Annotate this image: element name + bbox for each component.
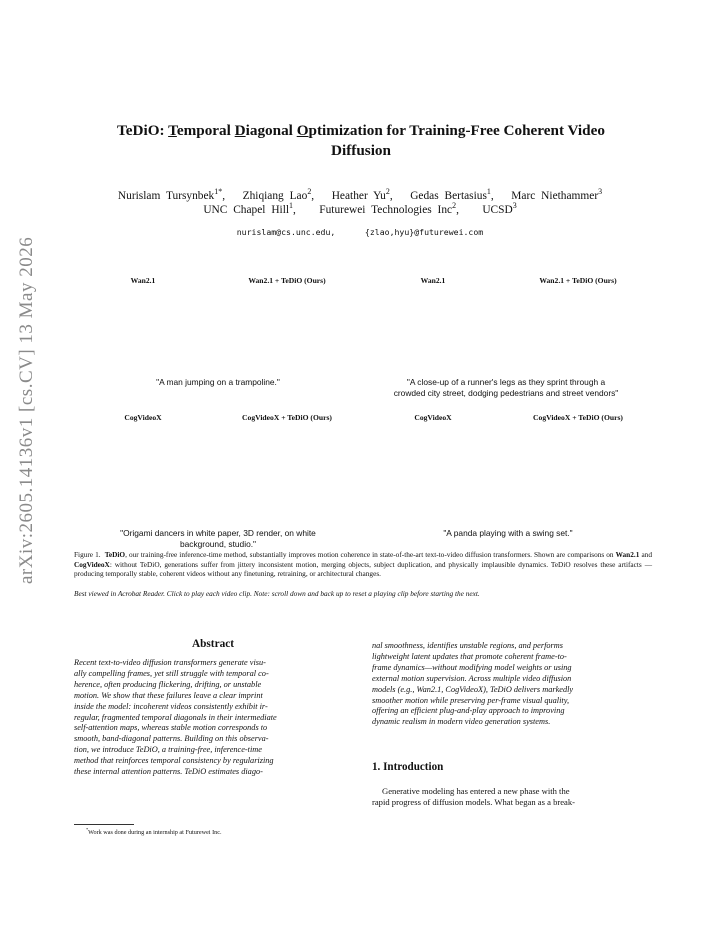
column-label-cogvideox: CogVideoX xyxy=(124,413,162,422)
column-label-wan-tedio: Wan2.1 + TeDiO (Ours) xyxy=(539,276,617,285)
video-prompt: "A close-up of a runner's legs as they sprint through a crowded city street, dodging pedestrians and street vendors" xyxy=(393,377,619,398)
video-clip[interactable] xyxy=(218,290,362,372)
video-clip[interactable] xyxy=(364,290,508,372)
paper-title: TeDiO: Temporal Diagonal Optimization for Training-Free Coherent Video Diffusion xyxy=(117,122,605,159)
figure-caption: Figure 1. TeDiO, our training-free inference-time method, substantially improves motion coherence in state-of-the-art text-to-video diffusion transformers. Shown are comparisons on Wan2.1 and CogVideoX: without TeDiO, generations suffer from jittery inconsistent motion, merging objects, subject duplication, and physically implausible dynamics. TeDiO resolves these artifacts — producing temporally stable, coherent videos without any finetuning, retraining, or architectural changes. xyxy=(74,550,652,579)
author: Nurislam Tursynbek$^{1*}$ xyxy=(117,187,223,202)
author: Heather Yu$^2$ xyxy=(331,187,390,202)
caption-note: Best viewed in Acrobat Reader. Click to play each video clip. Note: scroll down and back up to reset a playing clip before starting the next. xyxy=(74,589,480,598)
column-label-cogvideox: CogVideoX xyxy=(414,413,452,422)
video-prompt: "A man jumping on a trampoline." xyxy=(156,377,280,387)
abstract-text-right: nal smoothness, identifies unstable regions, and performs lightweight latent updates that promote coherent frame-to- frame dynamics—without modifying model weights or using external motion supervision. Across multiple video diffusion models (e.g., Wan2.1, CogVideoX), TeDiO delivers markedly smoother motion while preserving per-frame visual quality, offering an efficient plug-and-play approach to improving dynamic realism in modern video generation systems. xyxy=(372,641,574,727)
video-clip[interactable] xyxy=(508,290,652,372)
affiliation: Futurewei Technologies Inc$^2$ xyxy=(319,201,457,216)
abstract-text-left: Recent text-to-video diffusion transformers generate visu- ally compelling frames, yet still struggle with temporal co- herence, often producing flickering, drifting, or unstable motion. We show that these failures leave a clear imprint inside the model: incoherent videos consistently exhibit ir- regular, fragmented temporal diagonals in their intermediate self-attention maps, whereas stable motion corresponds to smooth, band-diagonal patterns. Building on this observa- tion, we introduce TeDiO, a training-free, inference-time method that reinforces temporal consistency by regularizing these internal attention patterns. TeDiO estimates diago- xyxy=(74,658,277,777)
column-label-wan: Wan2.1 xyxy=(130,276,156,285)
email: {zlao,hyu}@futurewei.com xyxy=(364,227,484,237)
video-clip[interactable] xyxy=(74,427,218,523)
video-clip[interactable] xyxy=(364,427,508,523)
abstract-heading: Abstract xyxy=(191,638,235,650)
video-clip[interactable] xyxy=(508,427,652,523)
affiliation: UCSD$^3$ xyxy=(482,201,517,216)
affiliation: UNC Chapel Hill$^1$ xyxy=(203,201,294,216)
column-label-wan: Wan2.1 xyxy=(420,276,446,285)
video-prompt: "A panda playing with a swing set." xyxy=(443,528,573,538)
author: Zhiqiang Lao$^2$ xyxy=(242,187,312,202)
column-label-wan-tedio: Wan2.1 + TeDiO (Ours) xyxy=(248,276,326,285)
author-emails xyxy=(60,227,660,237)
author: Marc Niethammer$^3$ xyxy=(511,187,603,202)
footnote-rule xyxy=(74,824,134,825)
author: Gedas Bertasius$^1$ xyxy=(410,187,491,202)
column-label-cogvideox-tedio: CogVideoX + TeDiO (Ours) xyxy=(242,413,332,422)
section-heading-introduction: 1. Introduction xyxy=(372,761,444,773)
video-clip[interactable] xyxy=(74,290,218,372)
arxiv-stamp: arXiv:2605.14136v1 [cs.CV] 13 May 2026 xyxy=(16,236,37,584)
introduction-text: Generative modeling has entered a new phase with the rapid progress of diffusion models. What began as a break- xyxy=(372,786,576,808)
footnote: *Work was done during an internship at Futurewei Inc. xyxy=(86,826,222,836)
affiliation-list: UNC Chapel Hill$^1$, Futurewei Technologies Inc$^2$, UCSD$^3$ xyxy=(203,201,517,216)
author-list: Nurislam Tursynbek$^{1*}$, Zhiqiang Lao$^2$, Heather Yu$^2$, Gedas Bertasius$^1$, Marc Niethammer$^3$ xyxy=(117,187,603,202)
video-clip[interactable] xyxy=(218,427,362,523)
email: nurislam@cs.unc.edu, xyxy=(236,227,336,237)
video-prompt: "Origami dancers in white paper, 3D render, on white background, studio." xyxy=(120,528,316,549)
column-label-cogvideox-tedio: CogVideoX + TeDiO (Ours) xyxy=(533,413,623,422)
